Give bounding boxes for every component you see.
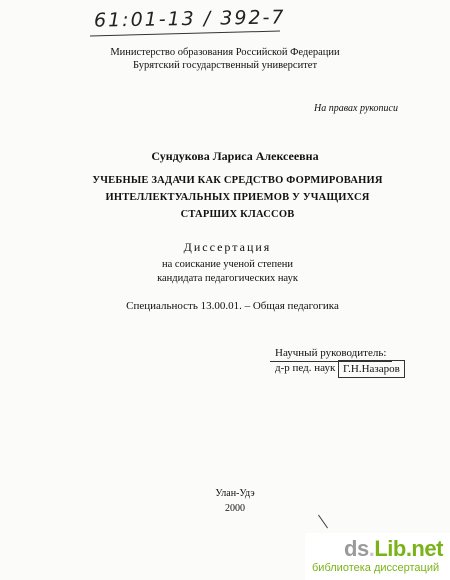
author-name: Сундукова Лариса Алексеевна	[151, 149, 319, 163]
city: Улан-Удэ	[215, 488, 255, 499]
rights-notice: На правах рукописи	[314, 103, 398, 114]
supervisor-degree: д-р пед. наук	[275, 362, 336, 374]
logo-net: .net	[405, 536, 443, 561]
handwritten-call-number: 61:01-13 / 392-7	[93, 6, 286, 32]
speciality-line: Специальность 13.00.01. – Общая педагогика	[126, 300, 339, 312]
watermark-subtitle: библиотека диссертаций	[312, 562, 440, 574]
logo-lib: Lib	[374, 536, 406, 561]
handwritten-underline	[90, 31, 280, 37]
dissertation-label: Диссертация	[183, 240, 272, 254]
ministry-name: Министерство образования Российской Федерации	[110, 47, 340, 58]
title-line-3: СТАРШИХ КЛАССОВ	[180, 209, 295, 220]
title-line-2: ИНТЕЛЛЕКТУАЛЬНЫХ ПРИЕМОВ У УЧАЩИХСЯ	[105, 192, 370, 203]
logo-dot: .	[368, 536, 375, 561]
year: 2000	[225, 503, 245, 514]
logo-ds: ds	[344, 536, 369, 561]
supervisor-label: Научный руководитель:	[275, 347, 387, 359]
degree-line-1: на соискание ученой степени	[162, 259, 293, 270]
university-name: Бурятский государственный университет	[132, 60, 318, 71]
degree-line-2: кандидата педагогических наук	[157, 273, 298, 284]
supervisor-name: Г.Н.Назаров	[343, 363, 400, 375]
pen-mark	[318, 515, 328, 529]
supervisor-name-box	[338, 360, 405, 378]
title-line-1: УЧЕБНЫЕ ЗАДАЧИ КАК СРЕДСТВО ФОРМИРОВАНИЯ	[92, 175, 383, 186]
dslib-logo[interactable]	[344, 536, 443, 562]
